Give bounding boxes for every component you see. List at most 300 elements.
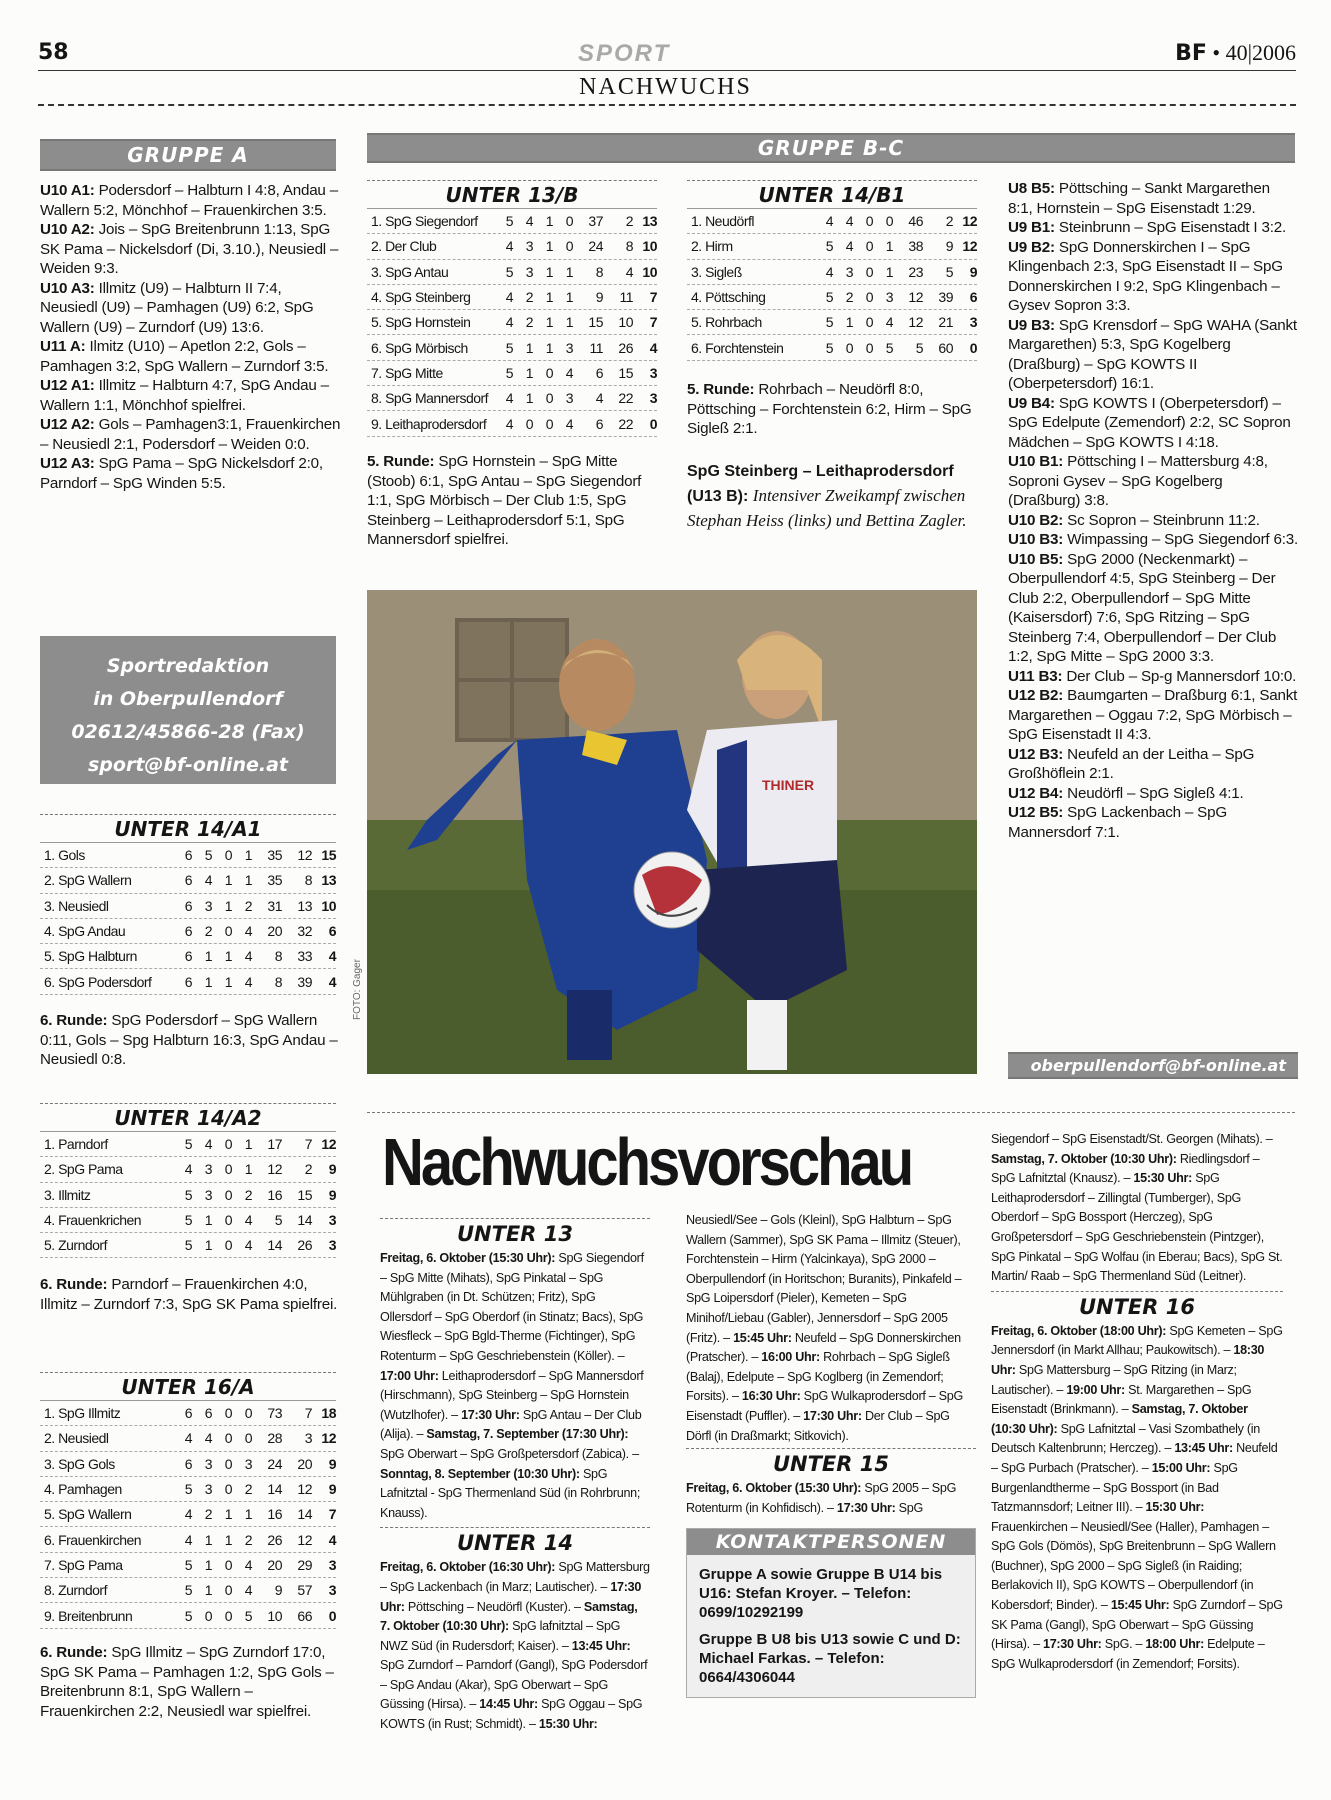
stat-cell: 4 [184,1506,192,1523]
stat-cell: 4 [244,923,252,940]
team-name: 8. Zurndorf [44,1582,107,1599]
stat-cell: 6 [595,415,603,432]
stat-cell: 0 [224,847,232,864]
stat-cell: 6 [184,948,192,965]
contact-fax: 02612/45866-28 (Fax) [71,721,305,743]
stat-cell: 1 [204,973,212,990]
stat-cell: 0 [565,213,573,230]
text-run: SpG Wulkaprodersdorf – SpG Eisenstadt (Puffler). – [686,1389,963,1423]
stat-cell: 6 [184,973,192,990]
points-cell: 3 [328,1212,336,1229]
table-row [40,1527,336,1552]
team-name: 2. SpG Pama [44,1161,123,1178]
stat-cell: 0 [545,415,553,432]
stat-cell: 5 [825,314,833,331]
table-row [40,1502,336,1527]
text-run: Ilmitz (U10) – Apetlon 2:2, Gols – Pamhagen 3:2, SpG Wallern – Zurndorf 3:5. [40,338,329,375]
vorschau-col-2 [686,1211,976,1698]
caption-text: Intensiver Zweikampf zwischen Stephan Heiss (links) und Bettina Zagler. [687,486,967,530]
result-paragraph [1008,784,1298,804]
text-run: Illmitz – Halbturn 4:7, SpG Andau – Wallern 1:1, Mönchhof spielfrei. [40,377,329,414]
stat-cell: 6 [184,1455,192,1472]
bold-label: 15:45 Uhr: [733,1330,792,1345]
stat-cell: 0 [224,1481,232,1498]
points-cell: 9 [328,1455,336,1472]
text-run: SpG Leithaprodersdorf – Zillingtal (Tumberger), SpG Oberdorf – SpG Bossport (Herczeg), SpG Großpetersdorf – SpG Geschriebenstein (Pintzger), SpG Pinkatal – SpG Wolfau (in Eberau; Bacs), SpG St. Martin/ Raab – SpG Thermenland Süd (Leitner). [991,1171,1283,1284]
bold-label: U10 B5: [1008,550,1064,568]
points-cell: 18 [321,1405,336,1422]
result-paragraph [1008,238,1298,316]
stat-cell: 1 [204,1531,212,1548]
stat-cell: 0 [565,238,573,255]
gruppe-b-results [1008,179,1298,842]
points-cell: 6 [969,289,977,306]
bold-label: 17:30 Uhr: [380,1579,642,1614]
stat-cell: 39 [297,973,312,990]
stat-cell: 4 [505,415,513,432]
stat-cell: 6 [184,923,192,940]
team-name: 6. SpG Podersdorf [44,973,152,990]
bold-label: 14:45 Uhr: [479,1697,538,1712]
stat-cell: 11 [589,339,603,356]
stat-cell: 4 [204,872,212,889]
team-name: 9. Leithaprodersdorf [371,415,487,432]
points-cell: 3 [328,1556,336,1573]
text-run: SpG Donnerskirchen I – SpG Klingenbach 2:3, SpG Eisenstadt II – SpG Donnerskirchen I 9:2, SpG Klingenbach – Gysev Sopron 3:3. [1008,238,1283,314]
stat-cell: 15 [618,364,633,381]
bold-label: U10 A3: [40,279,95,297]
stat-cell: 29 [297,1556,312,1573]
text-run: Siegendorf – SpG Eisenstadt/St. Georgen (Mihats). – [991,1132,1273,1146]
table-row [40,1477,336,1502]
header-dashed-rule [38,104,1296,106]
stat-cell: 4 [184,1161,192,1178]
stat-cell: 11 [619,289,633,306]
stat-cell: 4 [244,1556,252,1573]
kontakt-heading: KONTAKTPERSONEN [687,1529,975,1555]
points-cell: 7 [649,289,657,306]
stat-cell: 2 [945,213,953,230]
table-row [40,1183,336,1208]
u13b-round-note [367,452,662,550]
stat-cell: 39 [938,289,953,306]
stat-cell: 26 [267,1531,282,1548]
stat-cell: 4 [505,390,513,407]
stat-cell: 12 [267,1161,282,1178]
table-row [40,1401,336,1426]
result-paragraph [1008,179,1298,218]
stat-cell: 5 [184,1481,192,1498]
table-title: UNTER 13/B [367,180,657,209]
gruppe-bc-banner: GRUPPE B-C [367,133,1295,163]
table-row [40,1603,336,1628]
table-u14a1 [40,814,336,995]
stat-cell: 4 [595,390,603,407]
stat-cell: 4 [505,289,513,306]
vorschau-u15-continued [991,1130,1283,1287]
stat-cell: 26 [297,1237,312,1254]
bold-label: 15:30 Uhr: [538,1717,598,1732]
u14a2-round-note [40,1275,340,1314]
stat-cell: 0 [224,1212,232,1229]
stat-cell: 2 [304,1161,312,1178]
photo-credit: FOTO: Gager [352,959,363,1020]
stat-cell: 1 [885,263,893,280]
team-name: 2. Hirm [691,238,733,255]
kontakt-person-1: Gruppe A sowie Gruppe B U14 bis U16: Stefan Kroyer. – Telefon: 0699/10292199 [699,1566,943,1622]
result-paragraph [40,1275,340,1314]
result-paragraph [1008,530,1298,550]
bold-label: U12 A2: [40,416,95,433]
team-name: 7. SpG Pama [44,1556,123,1573]
stat-cell: 5 [505,364,513,381]
text-run: Illmitz (U9) – Halbturn II 7:4, Neusiedl (U9) – Pamhagen (U9) 6:2, SpG Wallern (U9) – Zurndorf (U9) 13:6. [40,279,314,336]
stat-cell: 57 [297,1582,312,1599]
stat-cell: 4 [565,364,573,381]
result-paragraph [40,337,342,376]
stat-cell: 12 [297,847,312,864]
stat-cell: 4 [244,1237,252,1254]
vorschau-u14-text [380,1558,650,1734]
table-row [40,1132,336,1157]
stat-cell: 0 [224,1161,232,1178]
table-row [40,1426,336,1451]
text-run: Gols – Pamhagen3:1, Frauenkirchen – Neusiedl 2:1, Podersdorf – Weiden 0:0. [40,416,341,453]
stat-cell: 1 [244,872,252,889]
vorschau-title: Nachwuchsvorschau [382,1125,912,1200]
points-cell: 0 [328,1607,336,1624]
text-run: Rohrbach – SpG Sigleß (Balaj), Edelpute – SpG Koglberg (in Zemendorf; Forsits). – [686,1350,950,1404]
stat-cell: 2 [525,289,533,306]
result-paragraph [1008,745,1298,784]
vorschau-u16-heading: UNTER 16 [991,1291,1283,1322]
bold-label: 6. Runde: [40,1276,108,1293]
stat-cell: 1 [545,213,553,230]
stat-cell: 7 [304,1136,312,1153]
team-name: 1. SpG Siegendorf [371,213,478,230]
stat-cell: 60 [938,339,953,356]
text-run: SpG. – [1101,1637,1146,1652]
stat-cell: 5 [505,339,513,356]
stat-cell: 1 [545,314,553,331]
stat-cell: 0 [224,1430,232,1447]
shirt-text: THINER [762,777,815,793]
stat-cell: 0 [224,1186,232,1203]
stat-cell: 0 [525,415,533,432]
stat-cell: 15 [297,1186,312,1203]
bold-label: Freitag, 6. Oktober (18:00 Uhr): [991,1323,1167,1338]
table-row [367,335,657,360]
points-cell: 9 [328,1186,336,1203]
stat-cell: 0 [224,923,232,940]
team-name: 9. Breitenbrunn [44,1607,133,1624]
stat-cell: 2 [244,1531,252,1548]
text-run: SpG Oggau – SpG KOWTS (in Rust; Schmidt). – [380,1697,643,1732]
result-paragraph [1008,452,1298,511]
u16a-round-note [40,1643,340,1721]
stat-cell: 5 [184,1582,192,1599]
bold-label: Freitag, 6. Oktober (15:30 Uhr): [686,1481,862,1496]
table-row [367,310,657,335]
text-run: SpG Pama – SpG Nickelsdorf 2:0, Parndorf – SpG Winden 5:5. [40,455,323,492]
team-name: 5. SpG Hornstein [371,314,471,331]
stat-cell: 8 [304,872,312,889]
team-name: 7. SpG Mitte [371,364,443,381]
points-cell: 4 [649,339,657,356]
text-run: Riedlingsdorf – SpG Lafnitztal (Knausz). – [991,1151,1260,1186]
table-row [367,209,657,234]
stat-cell: 4 [184,1531,192,1548]
points-cell: 10 [321,897,336,914]
text-run: SpG 2005 – SpG Rotenturm (in Kohfidisch). – [686,1481,957,1515]
stat-cell: 23 [908,263,923,280]
stat-cell: 20 [267,923,282,940]
result-paragraph [1008,686,1298,745]
caption-title: SpG Steinberg – Leithaprodersdorf (U13 B): [687,463,954,505]
team-name: 5. SpG Wallern [44,1506,132,1523]
table-row [40,944,336,969]
photo-illustration [367,590,977,1074]
stat-cell: 3 [525,238,533,255]
stat-cell: 0 [545,364,553,381]
text-run: Neufeld – SpG Purbach (Pratscher). – [991,1441,1278,1475]
stat-cell: 1 [224,973,232,990]
stat-cell: 4 [244,1212,252,1229]
team-name: 3. Illmitz [44,1186,91,1203]
table-title: UNTER 14/A1 [40,814,336,843]
u14b1-round-note [687,380,982,439]
bold-label: U10 B3: [1008,531,1064,548]
stat-cell: 1 [224,1506,232,1523]
bold-label: U11 A: [40,338,86,355]
stat-cell: 1 [244,1136,252,1153]
text-run: SpG Siegendorf – SpG Mitte (Mihats), SpG Pinkatal – SpG Mühlgraben (in Dt. Schützen; Fritz), SpG Ollersdorf – SpG Oberdorf (in Stinatz; Bacs), SpG Wiesfleck – SpG Bgld-Therme (Fichtinger), SpG Rotenturm – SpG Geschriebenstein (Köller). – [380,1251,644,1363]
stat-cell: 4 [825,213,833,230]
stat-cell: 5 [184,1556,192,1573]
stat-cell: 3 [204,1481,212,1498]
stat-cell: 0 [865,339,873,356]
stat-cell: 8 [274,948,282,965]
text-run: Sc Sopron – Steinbrunn 11:2. [1063,511,1260,529]
stat-cell: 1 [545,339,553,356]
bold-label: U12 A1: [40,377,95,394]
stat-cell: 14 [297,1506,312,1523]
table-row [40,1578,336,1603]
stat-cell: 73 [267,1405,282,1422]
stat-cell: 12 [297,1531,312,1548]
table-u13b [367,180,657,437]
stat-cell: 5 [184,1186,192,1203]
stat-cell: 4 [845,238,853,255]
points-cell: 12 [962,238,977,255]
table-row [687,209,977,234]
bold-label: U12 B5: [1008,804,1064,821]
stat-cell: 0 [224,1405,232,1422]
stat-cell: 4 [244,948,252,965]
oberpullendorf-email: oberpullendorf@bf-online.at [1008,1052,1298,1079]
vorschau-col-1 [380,1218,650,1735]
stat-cell: 6 [204,1405,212,1422]
table-row [687,234,977,259]
table-row [687,310,977,335]
points-cell: 3 [649,364,657,381]
result-paragraph [40,181,342,220]
text-run: Neufeld – SpG Donnerskirchen (Pratscher). – [686,1330,961,1365]
team-name: 3. SpG Gols [44,1455,115,1472]
table-row [367,411,657,436]
stat-cell: 3 [885,289,893,306]
contact-line: in Oberpullendorf [93,688,283,710]
stat-cell: 35 [267,847,282,864]
points-cell: 9 [328,1161,336,1178]
stat-cell: 4 [244,1582,252,1599]
stat-cell: 1 [525,390,533,407]
text-run: SpG Lafnitztal - SpG Thermenland Süd (in Rohrbrunn; Knauss). [380,1466,641,1520]
stat-cell: 5 [274,1212,282,1229]
stat-cell: 0 [224,1556,232,1573]
stat-cell: 1 [885,238,893,255]
table-row [40,868,336,893]
stat-cell: 1 [525,364,533,381]
points-cell: 4 [328,1531,336,1548]
bold-label: U10 A2: [40,221,95,238]
text-run: Pöttsching – Sankt Margarethen 8:1, Hornstein – SpG Eisenstadt 1:29. [1008,180,1270,217]
text-run: SpG Mattersburg – SpG Lackenbach (in Marz; Lautischer). – [380,1560,650,1594]
text-run: SpG Illmitz – SpG Zurndorf 17:0, SpG SK Pama – Pamhagen 1:2, SpG Gols – Breitenbrunn 8:1, SpG Wallern – Frauenkirchen 2:2, Neusiedl war spielfrei. [40,1644,334,1720]
team-name: 1. Parndorf [44,1136,108,1153]
table-row [687,260,977,285]
stat-cell: 5 [204,847,212,864]
stat-cell: 1 [845,314,853,331]
text-run: Steinbrunn – SpG Eisenstadt I 3:2. [1054,219,1286,236]
stat-cell: 0 [224,1237,232,1254]
points-cell: 13 [321,872,336,889]
stat-cell: 5 [885,339,893,356]
table-u16a [40,1372,336,1629]
bold-label: U12 B3: [1008,745,1064,763]
points-cell: 12 [321,1136,336,1153]
stat-cell: 15 [588,314,603,331]
page-subtitle: NACHWUCHS [579,74,752,100]
stat-cell: 1 [545,289,553,306]
team-name: 3. Sigleß [691,263,742,280]
bold-label: 17:30 Uhr: [1042,1637,1102,1652]
points-cell: 6 [328,923,336,940]
text-run: SpG Mattersburg – SpG Ritzing (in Marz; Lautischer). – [991,1362,1237,1397]
text-run: St. Margarethen – SpG Eisenstadt (Brinkmann). – [991,1382,1252,1417]
stat-cell: 1 [224,897,232,914]
stat-cell: 4 [625,263,633,280]
bold-label: 16:30 Uhr: [741,1389,801,1404]
stat-cell: 12 [908,314,923,331]
stat-cell: 0 [865,213,873,230]
vorschau-col-3 [991,1130,1283,1674]
stat-cell: 6 [595,364,603,381]
stat-cell: 16 [267,1186,282,1203]
stat-cell: 5 [505,263,513,280]
bold-label: 5. Runde: [367,453,435,470]
text-run: Podersdorf – Halbturn I 4:8, Andau – Wallern 5:2, Mönchhof – Frauenkirchen 3:5. [40,182,338,219]
vorschau-u15-text [686,1479,976,1518]
stat-cell: 0 [224,1455,232,1472]
table-row [40,919,336,944]
points-cell: 3 [328,1237,336,1254]
stat-cell: 5 [184,1237,192,1254]
contact-email: sport@bf-online.at [88,754,288,776]
text-run: Baumgarten – Draßburg 6:1, Sankt Margarethen – Oggau 7:2, SpG Mörbisch – SpG Eisenstadt II 4:3. [1008,687,1298,743]
text-run: Edelpute – SpG Wulkaprodersdorf (in Zemendorf; Forsits). [991,1637,1265,1671]
points-cell: 12 [321,1430,336,1447]
result-paragraph [40,1011,340,1070]
text-run: SpG Burgenlandtherme – SpG Bossport (in Bad Tatzmannsdorf; Leitner III). – [991,1460,1238,1515]
bold-label: U10 B1: [1008,453,1064,470]
kontakt-box [686,1528,976,1698]
team-name: 4. Frauenkrichen [44,1212,142,1229]
stat-cell: 4 [825,263,833,280]
stat-cell: 2 [244,1186,252,1203]
points-cell: 3 [328,1582,336,1599]
stat-cell: 32 [297,923,312,940]
team-name: 6. Frauenkirchen [44,1531,142,1548]
bold-label: 15:30 Uhr: [1145,1500,1205,1515]
bold-label: 5. Runde: [687,381,755,398]
stat-cell: 37 [588,213,603,230]
stat-cell: 3 [204,1161,212,1178]
text-run: Neusiedl/See – Gols (Kleinl), SpG Halbturn – SpG Wallern (Sammer), SpG SK Pama – Illmitz (Steuer), Forchtenstein – Hirm (Yalcinkaya), SpG 2000 – Oberpullendorf (in Horitschon; Buranits), Pinkafeld – SpG Loipersdorf (Pieler), Kemeten – SpG Minihof/Liebau (Gabler), Jennersdorf – SpG 2005 (Fritz). – [686,1213,962,1345]
points-cell: 7 [649,314,657,331]
vorschau-u16-text [991,1322,1283,1675]
table-row [367,386,657,411]
stat-cell: 14 [267,1237,282,1254]
bold-label: 17:00 Uhr: [380,1368,439,1383]
vorschau-u14-continued [686,1211,976,1446]
text-run: SpG Hornstein – SpG Mitte (Stoob) 6:1, SpG Antau – SpG Siegendorf 1:1, SpG Mörbisch – Der Club 1:5, SpG Steinberg – Leithaprodersdorf 5:1, SpG Mannersdorf spielfrei. [367,453,642,548]
team-name: 1. SpG Illmitz [44,1405,121,1422]
text-run: SpG Podersdorf – SpG Wallern 0:11, Gols – Spg Halbturn 16:3, SpG Andau – Neusiedl 0:8. [40,1012,338,1068]
text-run: SpG Lafnitztal – Vasi Szombathely (in Deutsch Kaltenbrunn; Herczeg). – [991,1421,1260,1456]
stat-cell: 2 [244,1481,252,1498]
page-number: 58 [38,40,69,65]
points-cell: 3 [969,314,977,331]
stat-cell: 20 [267,1556,282,1573]
stat-cell: 22 [618,415,633,432]
u14a1-round-note [40,1011,340,1070]
points-cell: 9 [969,263,977,280]
team-name: 5. Zurndorf [44,1237,107,1254]
text-run: SpG Zurndorf – Parndorf (Gangl), SpG Podersdorf – SpG Andau (Akar), SpG Oberwart – SpG Güssing (Hirsa). – [380,1658,648,1712]
gruppe-a-banner: GRUPPE A [40,139,336,171]
points-cell: 10 [642,263,657,280]
table-row [40,969,336,994]
stat-cell: 1 [244,847,252,864]
result-paragraph [367,452,662,550]
stat-cell: 1 [204,948,212,965]
table-title: UNTER 14/A2 [40,1103,336,1132]
stat-cell: 4 [204,1136,212,1153]
team-name: 5. SpG Halbturn [44,948,137,965]
points-cell: 15 [321,847,336,864]
team-name: 4. SpG Andau [44,923,126,940]
stat-cell: 31 [267,897,282,914]
table-row [40,1553,336,1578]
table-row [367,260,657,285]
stat-cell: 4 [885,314,893,331]
team-name: 5. Rohrbach [691,314,762,331]
table-title: UNTER 14/B1 [687,180,977,209]
result-paragraph [40,1643,340,1721]
text-run: Wimpassing – SpG Siegendorf 6:3. [1063,531,1298,548]
table-row [40,1452,336,1477]
